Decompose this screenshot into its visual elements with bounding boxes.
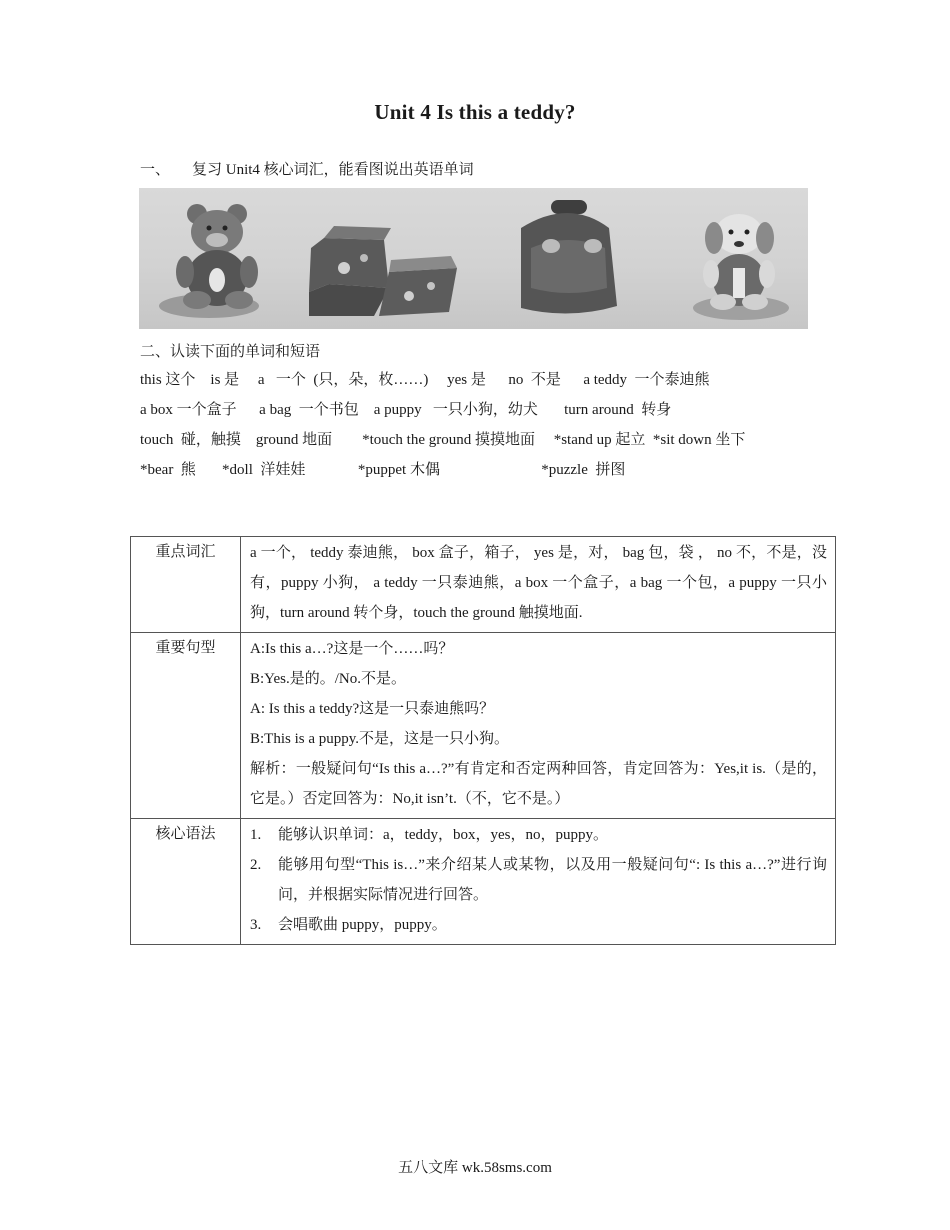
vocab-picture-drawing xyxy=(139,188,808,329)
list-text: 能够认识单词：a，teddy，box，yes，no，puppy。 xyxy=(278,827,608,843)
sentence-line: B:This is a puppy.不是，这是一只小狗。 xyxy=(250,731,510,747)
section1-title: 复习 Unit4 核心词汇，能看图说出英语单词 xyxy=(192,162,474,178)
sentence-cell xyxy=(241,633,836,819)
grammar-list xyxy=(250,820,827,940)
sentence-line: A: Is this a teddy?这是一只泰迪熊吗？ xyxy=(250,701,495,717)
vocab-row-4: *bear 熊 *doll 洋娃娃 *puppet 木偶 *puzzle 拼图 xyxy=(140,462,626,478)
list-number: 1. xyxy=(250,827,262,843)
footer-watermark: 五八文库 wk.58sms.com xyxy=(398,1160,552,1176)
vocab-picture xyxy=(139,188,808,329)
sentence-line: B:Yes.是的。/No.不是。 xyxy=(250,671,406,687)
teddy-illustration xyxy=(159,204,259,318)
vocab-row-3: touch 碰，触摸 ground 地面 *touch the ground 摸摸地面 *stand up 起立 *sit down 坐下 xyxy=(140,432,746,448)
list-number: 3. xyxy=(250,917,262,933)
section2-heading: 二、认读下面的单词和短语 xyxy=(140,344,321,360)
bag-illustration xyxy=(521,200,617,314)
grammar-label: 核心语法 xyxy=(131,819,241,945)
vocab-text: a 一个， teddy 泰迪熊， box 盒子，箱子， yes 是，对， bag 包，袋 ， no 不，不是，没有，puppy 小狗， a teddy 一只泰迪熊，a box 一个盒子，a bag 一个包，a puppy 一只小狗，turn around 转个身，touch the ground 触摸地面. xyxy=(241,537,836,633)
list-text: 能够用句型“This is…”来介绍某人或某物，以及用一般疑问句“: Is this a…?”进行询问，并根据实际情况进行回答。 xyxy=(278,857,827,903)
sentence-label: 重要句型 xyxy=(131,633,241,819)
table-row-sentences xyxy=(131,633,836,819)
analysis-text: 解析：一般疑问句“Is this a…?”有肯定和否定两种回答，肯定回答为：Yes,it is.（是的，它是。）否定回答为：No,it isn’t.（不，它不是。） xyxy=(250,761,827,807)
page-title: Unit 4 Is this a teddy? xyxy=(374,100,576,124)
puppy-illustration xyxy=(693,214,789,320)
vocab-row-1: this 这个 is 是 a 一个 (只，朵，枚……) yes 是 no 不是 a teddy 一个泰迪熊 xyxy=(140,372,710,388)
table-row-vocab xyxy=(131,537,836,633)
vocab-label: 重点词汇 xyxy=(131,537,241,633)
summary-table xyxy=(130,536,836,945)
grammar-cell xyxy=(241,819,836,945)
vocab-row-2: a box 一个盒子 a bag 一个书包 a puppy 一只小狗，幼犬 turn around 转身 xyxy=(140,402,672,418)
list-item xyxy=(250,850,827,910)
box-illustration xyxy=(309,226,457,316)
list-number: 2. xyxy=(250,857,262,873)
table-row-grammar xyxy=(131,819,836,945)
section1-number: 一、 xyxy=(140,162,171,178)
list-item xyxy=(250,910,827,940)
list-item xyxy=(250,820,827,850)
section1-heading xyxy=(140,158,474,179)
list-text: 会唱歌曲 puppy，puppy。 xyxy=(278,917,447,933)
sentence-line: A:Is this a…?这是一个……吗？ xyxy=(250,641,454,657)
